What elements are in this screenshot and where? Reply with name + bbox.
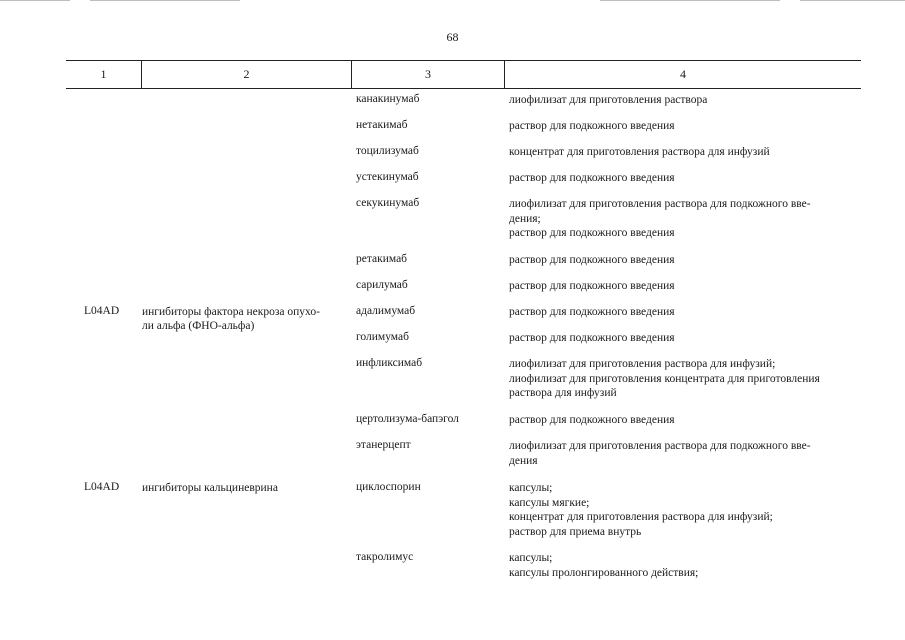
dosage-form <box>509 331 859 346</box>
group-name-line: ингибиторы фактора некроза опухо- <box>142 306 320 318</box>
drug-name: ретакимаб <box>356 253 408 265</box>
scan-edge-line <box>0 0 70 1</box>
dosage-form <box>509 481 859 539</box>
drug-name: сарилумаб <box>356 279 408 291</box>
dosage-form-line: лиофилизат для приготовления концентрата для приготовления <box>509 372 820 385</box>
drug-name: устекинумаб <box>356 171 419 183</box>
group-name <box>142 481 347 495</box>
dosage-form-line: лиофилизат для приготовления раствора для подкожного вве- <box>509 198 811 210</box>
scan-edge-line <box>90 0 240 1</box>
dosage-form-line: раствор для подкожного введения <box>509 120 675 132</box>
dosage-form <box>509 93 859 108</box>
dosage-form-line: раствор для подкожного введения <box>509 280 675 292</box>
drug-name: циклоспорин <box>356 481 421 493</box>
dosage-form <box>509 279 859 294</box>
column-header-2: 2 <box>141 61 351 88</box>
dosage-form <box>509 413 859 428</box>
dosage-form-line: дения; <box>509 212 541 225</box>
dosage-form-line: раствор для подкожного введения <box>509 227 675 239</box>
dosage-form <box>509 119 859 134</box>
dosage-form <box>509 551 859 580</box>
drug-name: нетакимаб <box>356 119 408 131</box>
dosage-form-line: капсулы; <box>509 482 553 494</box>
drug-name: голимумаб <box>356 331 409 343</box>
dosage-form-line: концентрат для приготовления раствора для инфузий; <box>509 511 773 523</box>
group-name <box>142 305 347 333</box>
dosage-form-line: раствора для инфузий <box>509 387 617 399</box>
dosage-form-line: раствор для подкожного введения <box>509 254 675 266</box>
dosage-form-line: раствор для приема внутрь <box>509 525 642 538</box>
drug-name: секукинумаб <box>356 197 420 209</box>
table-header <box>66 60 861 89</box>
column-header-3: 3 <box>351 61 504 88</box>
dosage-form-line: концентрат для приготовления раствора для инфузий <box>509 146 770 158</box>
dosage-form-line: раствор для подкожного введения <box>509 172 675 184</box>
dosage-form-line: раствор для подкожного введения <box>509 306 675 318</box>
atc-code: L04AD <box>84 305 120 317</box>
dosage-form-line: капсулы пролонгированного действия; <box>509 566 699 579</box>
group-name-line: ингибиторы кальциневрина <box>142 482 278 494</box>
dosage-form-line: лиофилизат для приготовления раствора <box>509 94 708 106</box>
dosage-form <box>509 253 859 268</box>
column-header-4: 4 <box>504 61 861 88</box>
drug-name: канакинумаб <box>356 93 420 105</box>
drug-name: цертолизума-бапэгол <box>356 413 459 425</box>
scan-edge-line <box>600 0 780 1</box>
page-number: 68 <box>446 30 459 44</box>
dosage-form-line: дения <box>509 454 538 467</box>
dosage-form-line: лиофилизат для приготовления раствора для подкожного вве- <box>509 440 811 452</box>
scan-edge-line <box>800 0 905 1</box>
dosage-form-line: капсулы мягкие; <box>509 496 590 509</box>
drug-name: такролимус <box>356 551 414 563</box>
dosage-form <box>509 305 859 320</box>
dosage-form-line: капсулы; <box>509 552 553 564</box>
dosage-form <box>509 145 859 160</box>
drug-name: адалимумаб <box>356 305 416 317</box>
drug-name: инфликсимаб <box>356 357 423 369</box>
drug-name: тоцилизумаб <box>356 145 419 157</box>
column-header-1: 1 <box>100 67 107 81</box>
atc-code: L04AD <box>84 481 120 493</box>
group-name-line: ли альфа (ФНО-альфа) <box>142 320 255 332</box>
dosage-form <box>509 439 859 468</box>
dosage-form-line: раствор для подкожного введения <box>509 332 675 344</box>
dosage-form <box>509 171 859 186</box>
dosage-form-line: раствор для подкожного введения <box>509 414 675 426</box>
drug-name: этанерцепт <box>356 439 411 451</box>
dosage-form <box>509 197 859 241</box>
dosage-form <box>509 357 859 401</box>
dosage-form-line: лиофилизат для приготовления раствора для инфузий; <box>509 358 776 370</box>
